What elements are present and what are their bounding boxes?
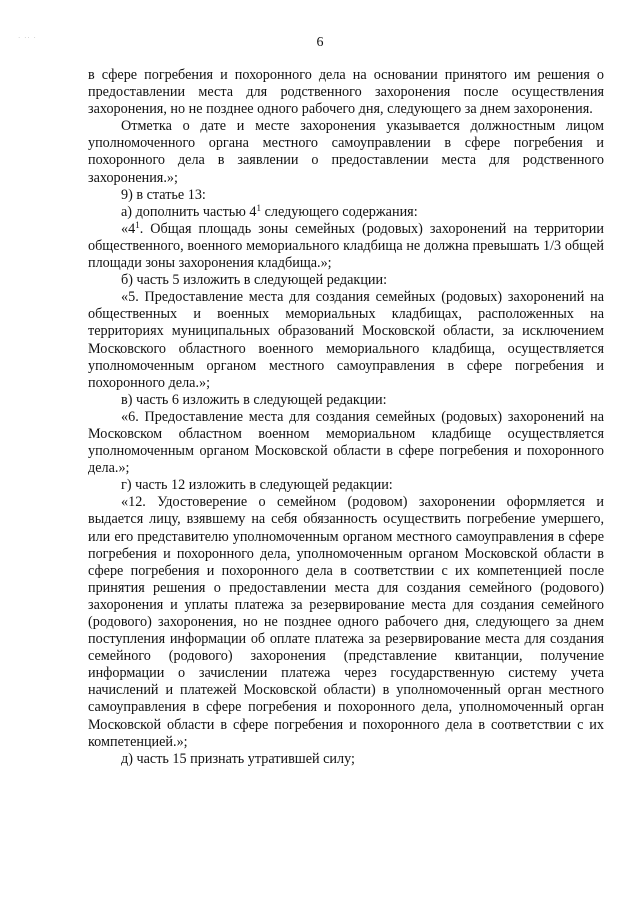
paragraph-continuation: в сфере погребения и похоронного дела на основании принятого им решения о предоставлении места для родственного захоронения после осуществления захоронения, но не позднее одного рабочего дня, следующего за днем захоронения. (88, 67, 604, 118)
page-number: 6 (316, 35, 324, 50)
part-4-1-number: «4 (121, 220, 136, 237)
paragraph-item-b: б) часть 5 изложить в следующей редакции: (121, 272, 388, 289)
scan-mark: · ·· · (18, 34, 37, 42)
document-body (88, 67, 604, 768)
paragraph-part-4-1 (88, 221, 604, 272)
item-a-superscript: 1 (256, 202, 262, 213)
paragraph-part-6: «6. Предоставление места для создания семейных (родовых) захоронений на Московском областном военном мемориальном кладбище осуществляется уполномоченным органом Московской области в сфере погребения и похоронного дела.»; (88, 408, 604, 477)
paragraph-item-9-heading: 9) в статье 13: (121, 186, 206, 203)
paragraph-part-5: «5. Предоставление места для создания семейных (родовых) захоронений на общественных и военных мемориальных кладбищах, расположенных на территориях муниципальных образований Московской области, за исключением Московского областного военного мемориального кладбища, осуществляется уполномоченным органом местного самоуправления в сфере погребения и похоронного дела.»; (88, 289, 604, 391)
paragraph-item-g: г) часть 12 изложить в следующей редакции: (121, 477, 393, 494)
paragraph-part-12: «12. Удостоверение о семейном (родовом) захоронении оформляется и выдается лицу, взявшему на себя обязанность осуществить погребение умершего, или его представителю уполномоченным органом местного самоуправления в сфере погребения и похоронного дела, уполномоченным органом Московской области в сфере погребения и похоронного дела в соответствии с их компетенцией после принятия решения о предоставлении места для создания семейного (родового) захоронения и уплаты платежа за резервирование места для создания семейного (родового) захоронения, но не позднее одного рабочего дня, следующего за днем поступления информации об оплате платежа за резервирование места для создания семейного (родового) захоронения (представление квитанции, получение информации о зачислении платежа через государственную систему учета начислений и платежей Московской области) в уполномоченный орган местного самоуправления в сфере погребения и похоронного дела, уполномоченный орган Московской области в сфере погребения и похоронного дела в соответствии с их компетенцией.»; (88, 494, 604, 750)
paragraph-burial-note: Отметка о дате и месте захоронения указывается должностным лицом уполномоченного органа местного самоуправлении в сфере погребения и похоронного дела в заявлении о предоставлении места для родственного захоронения.»; (88, 118, 604, 186)
part-4-1-text: . Общая площадь зоны семейных (родовых) захоронений на территории общественного, военного мемориального кладбища не должна превышать 1/3 общей площади зоны захоронения кладбища.»; (88, 220, 604, 272)
item-a-text: а) дополнить частью 4 (121, 203, 257, 220)
paragraph-item-a (88, 204, 604, 221)
paragraph-item-v: в) часть 6 изложить в следующей редакции: (121, 391, 387, 408)
part-4-1-superscript: 1 (135, 219, 140, 230)
item-a-text-end: следующего содержания: (261, 203, 418, 220)
paragraph-item-d: д) часть 15 признать утратившей силу; (121, 750, 355, 767)
